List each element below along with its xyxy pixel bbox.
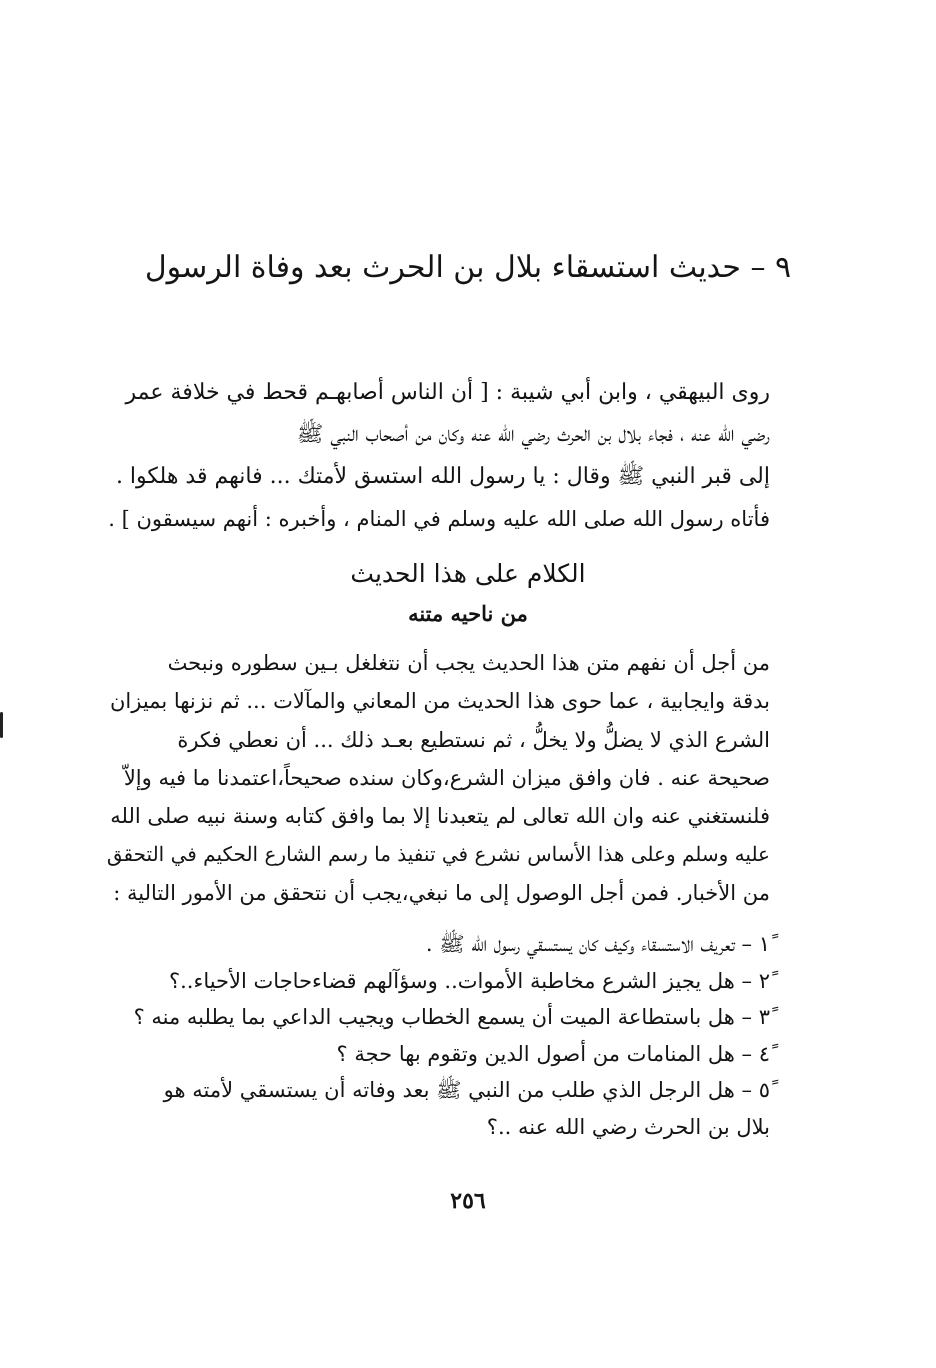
body-paragraph [96, 644, 770, 912]
body-line: بدقة وايجابية ، عما حوى هذا الحديث من المعاني والمآلات ... ثم نزنها بميزان [110, 689, 770, 714]
body-line: عليه وسلم وعلى هذا الأساس نشرع في تنفيذ ما رسم الشارع الحكيم في التحقق [106, 842, 770, 867]
page-number: ٢٥٦ [450, 1188, 486, 1214]
scan-edge-mark [0, 712, 3, 738]
body-line: فلنستغني عنه وان الله تعالى لم يتعبدنا إلا بما وافق كتابه وسنة نبيه صلى الله [110, 804, 770, 829]
question-item-continuation: بلال بن الحرث رضي الله عنه ..؟ [486, 1114, 770, 1139]
body-line: الشرع الذي لا يضلُّ ولا يخلُّ ، ثم نستطيع بعـد ذلك ... أن نعطي فكرة [177, 727, 770, 752]
section-heading: الكلام على هذا الحديث [350, 559, 586, 588]
question-item: ٢ً – هل يجيز الشرع مخاطبة الأموات.. وسؤآلهم قضاءحاجات الأحياء..؟ [168, 968, 770, 993]
question-item: ٥ً – هل الرجل الذي طلب من النبي ﷺ بعد وفاته أن يستسقي لأمته هو [163, 1078, 770, 1102]
chapter-title: ٩ – حديث استسقاء بلال بن الحرث بعد وفاة الرسول [144, 250, 792, 285]
narration-line: روى البيهقي ، وابن أبي شيبة : [ أن الناس أصابهـم قحط في خلافة عمر [125, 380, 770, 405]
question-item: ٤ً – هل المنامات من أصول الدين وتقوم بها حجة ؟ [336, 1041, 770, 1066]
narration-line: رضي الله عنه ، فجاء بلال بن الحرث رضي الله عنه وكان من أصحاب النبي ﷺ [296, 422, 770, 447]
section-subheading: من ناحيه متنه [408, 601, 528, 626]
body-line: صحيحة عنه . فان وافق ميزان الشرع،وكان سنده صحيحاً،اعتمدنا ما فيه وإلاّ [123, 765, 770, 790]
body-line: من الأخبار. فمن أجل الوصول إلى ما نبغي،يجب أن نتحقق من الأمور التالية : [113, 880, 770, 905]
body-line: من أجل أن نفهم متن هذا الحديث يجب أن نتغلغل بـين سطوره ونبحث [167, 651, 770, 675]
question-list [96, 926, 770, 1145]
hadith-narration [96, 372, 770, 540]
narration-line: فأتاه رسول الله صلى الله عليه وسلم في المنام ، وأخبره : أنهم سيسقون ] . [108, 507, 770, 531]
question-item: ١ً – تعريف الاستسقاء وكيف كان يستسقي رسول الله ﷺ . [425, 932, 770, 956]
narration-line: إلى قبر النبي ﷺ وقال : يا رسول الله استسق لأمتك ... فانهم قد هلكوا . [115, 464, 770, 489]
question-item: ٣ً – هل باستطاعة الميت أن يسمع الخطاب ويجيب الداعي بما يطلبه منه ؟ [133, 1005, 770, 1029]
